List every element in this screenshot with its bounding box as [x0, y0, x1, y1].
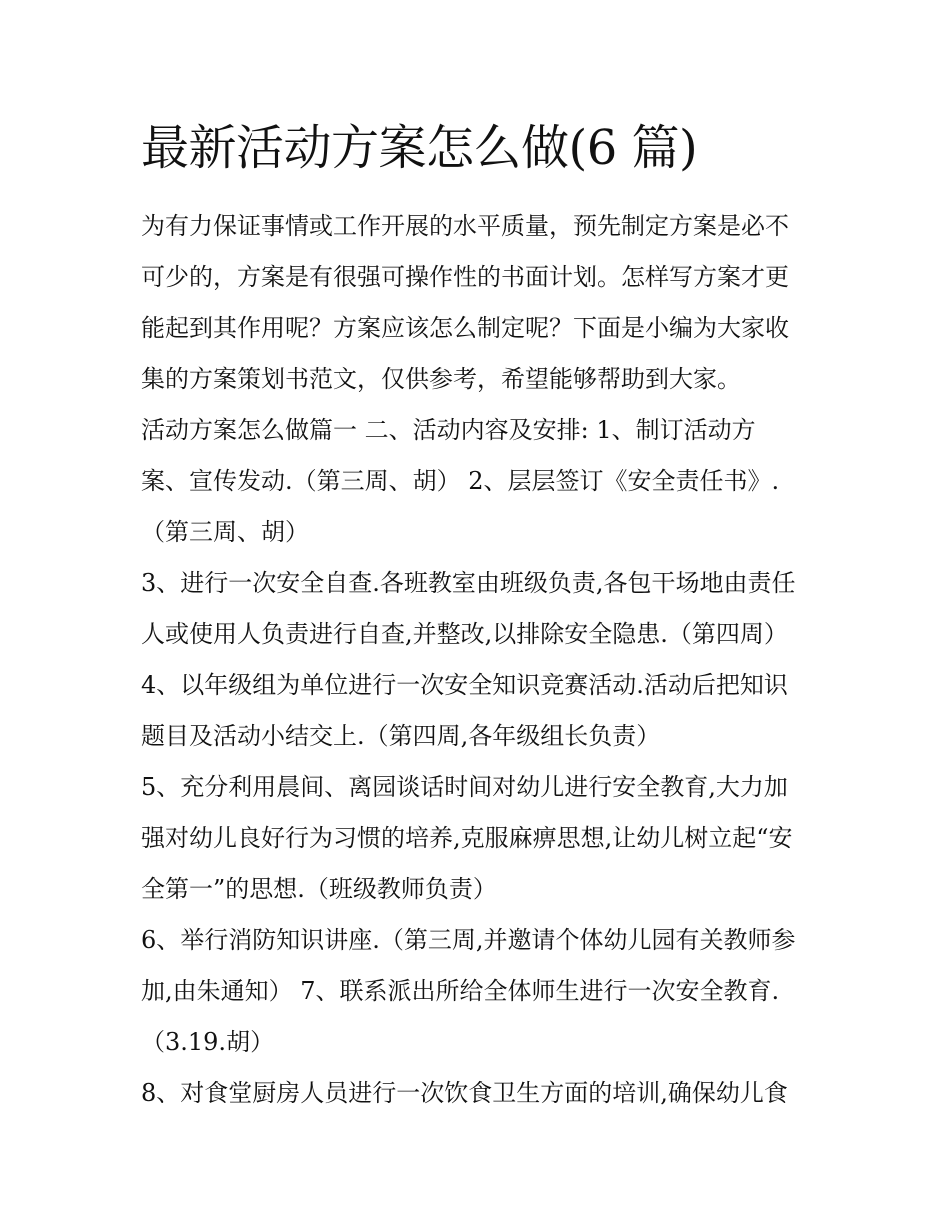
text-line: 8、对食堂厨房人员进行一次饮食卫生方面的培训,确保幼儿食 — [141, 1079, 788, 1107]
text-line: 案、宣传发动.（第三周、胡） 2、层层签订《安全责任书》. — [141, 467, 780, 495]
document-title: 最新活动方案怎么做(6 篇) — [141, 120, 698, 176]
text-line: 4、以年级组为单位进行一次安全知识竞赛活动.活动后把知识 — [141, 671, 788, 699]
text-line: 人或使用人负责进行自查,并整改,以排除安全隐患.（第四周） — [141, 620, 788, 648]
text-line: 全第一”的思想.（班级教师负责） — [141, 875, 497, 903]
paragraph-item-8 — [141, 1068, 813, 1119]
text-line: 6、举行消防知识讲座.（第三周,并邀请个体幼儿园有关教师参 — [141, 926, 796, 954]
text-line: 加,由朱通知） 7、联系派出所给全体师生进行一次安全教育. — [141, 977, 780, 1005]
paragraph-item-6-7 — [141, 915, 813, 1068]
intro-paragraph — [141, 201, 813, 405]
text-line: 题目及活动小结交上.（第四周,各年级组长负责） — [141, 722, 661, 750]
paragraph-item-5 — [141, 762, 813, 915]
paragraph-item-4 — [141, 660, 813, 762]
text-line: 强对幼儿良好行为习惯的培养,克服麻痹思想,让幼儿树立起“安 — [141, 824, 793, 852]
document-page — [141, 112, 813, 1119]
text-line: （第三周、胡） — [141, 518, 309, 546]
text-line: 集的方案策划书范文，仅供参考，希望能够帮助到大家。 — [141, 365, 741, 393]
text-line: 可少的，方案是有很强可操作性的书面计划。怎样写方案才更 — [141, 263, 789, 291]
text-line: （3.19.胡） — [141, 1028, 275, 1056]
text-line: 能起到其作用呢？方案应该怎么制定呢？下面是小编为大家收 — [141, 314, 789, 342]
text-line: 5、充分利用晨间、离园谈话时间对幼儿进行安全教育,大力加 — [141, 773, 788, 801]
text-line: 为有力保证事情或工作开展的水平质量，预先制定方案是必不 — [141, 212, 789, 240]
text-line: 活动方案怎么做篇一 二、活动内容及安排: 1、制订活动方 — [141, 416, 756, 444]
paragraph-item-3 — [141, 558, 813, 660]
text-line: 3、进行一次安全自查.各班教室由班级负责,各包干场地由责任 — [141, 569, 796, 597]
paragraph-activity-plan — [141, 405, 813, 558]
